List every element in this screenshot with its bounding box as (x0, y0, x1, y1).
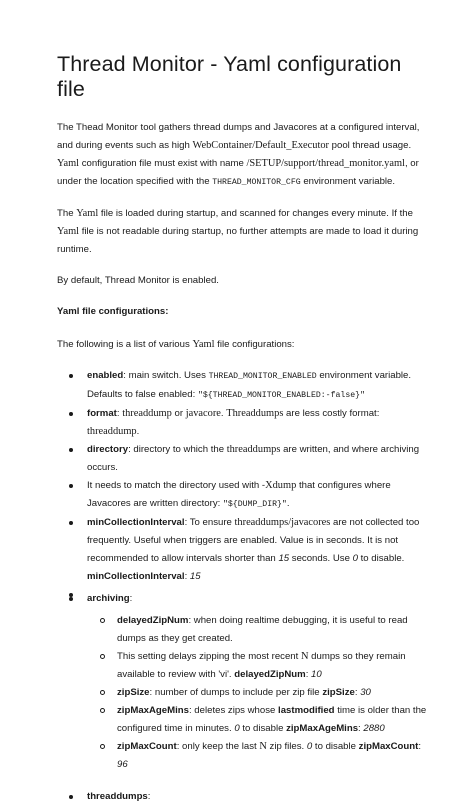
value: 2880 (363, 723, 385, 734)
term: N (259, 741, 267, 752)
term: Threaddumps (226, 408, 284, 419)
text: : (147, 791, 151, 802)
option-key: zipMaxAgeMins (286, 723, 359, 734)
sublist-item-zip-max-count (87, 738, 434, 774)
loading-paragraph (57, 205, 434, 259)
option-key: threaddumps (87, 791, 148, 802)
sublist-item-setting (87, 648, 434, 684)
env-var-code: THREAD_MONITOR_CFG (212, 178, 301, 187)
text: : number of dumps to include per zip file (149, 687, 323, 698)
text: pool thread usage. (328, 140, 412, 151)
text: that configures where Javacores are written directory: (87, 480, 391, 509)
list-item-match (57, 477, 434, 514)
option-key: zipSize (322, 687, 355, 698)
value: 96 (117, 759, 128, 770)
list-item-threaddumps (57, 788, 434, 806)
config-list (57, 367, 434, 806)
text: environment variable. (300, 176, 396, 187)
list-intro (57, 336, 434, 354)
section-heading: Yaml file configurations: (57, 306, 169, 317)
text: time is older than the configured time in minutes. (117, 705, 427, 734)
value: 30 (360, 687, 371, 698)
option-key: minCollectionInterval (87, 517, 185, 528)
term: threaddump (122, 408, 172, 419)
default-paragraph: By default, Thread Monitor is enabled. (57, 275, 219, 286)
sublist-item-zip-size (87, 684, 434, 702)
sublist-item-delayed-zip-num (87, 612, 434, 648)
pool-name: WebContainer/Default_Executor (192, 140, 329, 151)
code: "${THREAD_MONITOR_ENABLED:-false}" (197, 391, 365, 400)
option-key: archiving (87, 593, 130, 604)
option-key: zipMaxCount (358, 741, 419, 752)
list-item-enabled (57, 367, 434, 405)
value: 10 (311, 669, 322, 680)
term: threaddumps/javacores (234, 517, 331, 528)
text: environment variable. Defaults to false enabled: (87, 370, 412, 400)
text: file is not readable during startup, no further attempts are made to load it during runtime. (57, 226, 419, 255)
list-item-directory (57, 441, 434, 477)
text: are written, and where archiving occurs. (87, 444, 420, 473)
text: : (305, 669, 312, 680)
option-key: format (87, 408, 117, 419)
text: are less costly format: (283, 408, 380, 419)
option-key: delayedZipNum (234, 669, 306, 680)
text: This setting delays zipping the most recent (117, 651, 301, 662)
term: N (300, 651, 309, 662)
option-key: zipSize (117, 687, 150, 698)
yaml-word: Yaml (76, 208, 99, 219)
term: threaddump (87, 426, 137, 437)
text: : (184, 571, 190, 582)
text: : (354, 687, 361, 698)
option-key: zipMaxCount (117, 741, 177, 752)
text: . (286, 498, 290, 509)
term: Xdump (265, 480, 297, 491)
text: : (116, 408, 123, 419)
text: The following is a list of various (57, 339, 193, 350)
term: javacore (185, 408, 221, 419)
intro-paragraph (57, 119, 434, 192)
text: file configurations: (214, 339, 295, 350)
text: . (220, 408, 227, 419)
option-key: zipMaxAgeMins (117, 705, 189, 716)
text: : main switch. Uses (123, 370, 209, 381)
term: threaddumps (226, 444, 281, 455)
text: : deletes zips whose (188, 705, 279, 716)
text: or (171, 408, 186, 419)
text: : when doing realtime debugging, it is useful to read dumps as they get created. (117, 615, 408, 644)
document-title: Thread Monitor - Yaml configuration file (57, 52, 402, 101)
option-key: minCollectionInterval (87, 571, 185, 582)
text: to disable. (357, 553, 405, 564)
text: : directory to which the (128, 444, 227, 455)
text: . (136, 426, 140, 437)
text: dumps so they remain available to review with 'vi'. (117, 651, 406, 680)
code: THREAD_MONITOR_ENABLED (208, 372, 317, 381)
text: zip files. (266, 741, 307, 752)
text: seconds. Use (289, 553, 353, 564)
code: "${DUMP_DIR}" (222, 500, 287, 509)
text: It needs to match the directory used with - (87, 480, 266, 491)
archiving-sublist (87, 612, 434, 774)
text: : (358, 723, 364, 734)
yaml-word: Yaml (57, 226, 80, 237)
yaml-word: Yaml (57, 158, 80, 169)
text: configuration file must exist with name (79, 158, 247, 169)
config-path: /SETUP/support/thread_monitor.yaml (246, 158, 405, 169)
list-item-min-collection-interval (57, 514, 434, 586)
option-key: delayedZipNum (117, 615, 189, 626)
text: , or under the location specified with the (57, 158, 419, 187)
text: : To ensure (184, 517, 235, 528)
value: 0 (234, 723, 240, 734)
text: : (129, 593, 133, 604)
option-key: directory (87, 444, 129, 455)
value: 0 (306, 741, 313, 752)
text: are not collected too frequently. Useful when triggers are enabled. Value is in seconds. It is not recommended to allow intervals shorter than (87, 517, 420, 564)
text: file is loaded during startup, and scanned for changes every minute. If the (98, 208, 413, 219)
text: : only keep the last (176, 741, 260, 752)
text: The (57, 208, 77, 219)
value: 15 (278, 553, 290, 564)
list-item-format (57, 405, 434, 441)
text: to disable (312, 741, 359, 752)
text: to disable (239, 723, 287, 734)
term: lastmodified (278, 705, 335, 716)
text: : (418, 741, 422, 752)
list-item-archiving (57, 590, 434, 774)
value: 0 (352, 553, 358, 564)
text: The Thead Monitor tool gathers thread dumps and Javacores at a configured interval, and during events such as high (57, 122, 420, 151)
sublist-item-zip-max-age-mins (87, 702, 434, 738)
yaml-word: Yaml (192, 339, 215, 350)
option-key: enabled (87, 370, 124, 381)
value: 15 (189, 571, 201, 582)
